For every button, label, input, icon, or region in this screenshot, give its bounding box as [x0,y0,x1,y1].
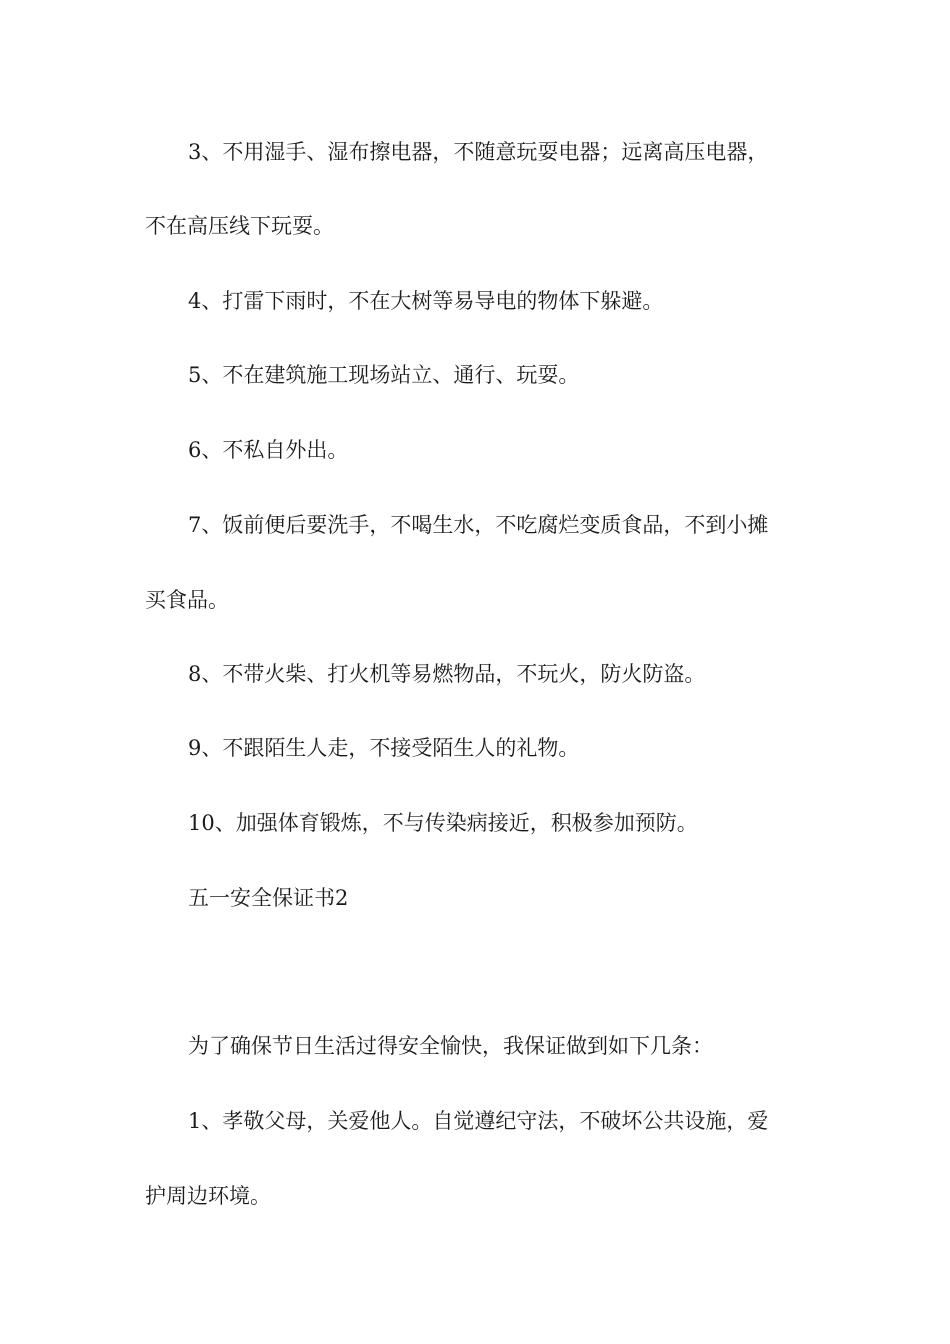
paragraph-line: 3、不用湿手、湿布擦电器，不随意玩耍电器；远离高压电器， [188,140,769,164]
paragraph-line: 10、加强体育锻炼，不与传染病接近，积极参加预防。 [188,811,698,835]
paragraph-line: 护周边环境。 [145,1184,271,1208]
paragraph-line: 买食品。 [145,588,229,612]
paragraph-line: 9、不跟陌生人走，不接受陌生人的礼物。 [188,736,580,760]
paragraph-line: 4、打雷下雨时，不在大树等易导电的物体下躲避。 [188,289,664,313]
paragraph-line: 为了确保节日生活过得安全愉快，我保证做到如下几条： [188,1034,713,1058]
paragraph-line: 5、不在建筑施工现场站立、通行、玩耍。 [188,363,580,387]
paragraph-line: 1、孝敬父母，关爱他人。自觉遵纪守法，不破坏公共设施，爱 [188,1109,769,1133]
paragraph-line: 不在高压线下玩耍。 [145,214,334,238]
paragraph-line: 6、不私自外出。 [188,438,349,462]
paragraph-line: 7、饭前便后要洗手，不喝生水，不吃腐烂变质食品，不到小摊 [188,513,769,537]
paragraph-line: 8、不带火柴、打火机等易燃物品，不玩火，防火防盗。 [188,662,706,686]
section-heading: 五一安全保证书2 [188,886,349,910]
